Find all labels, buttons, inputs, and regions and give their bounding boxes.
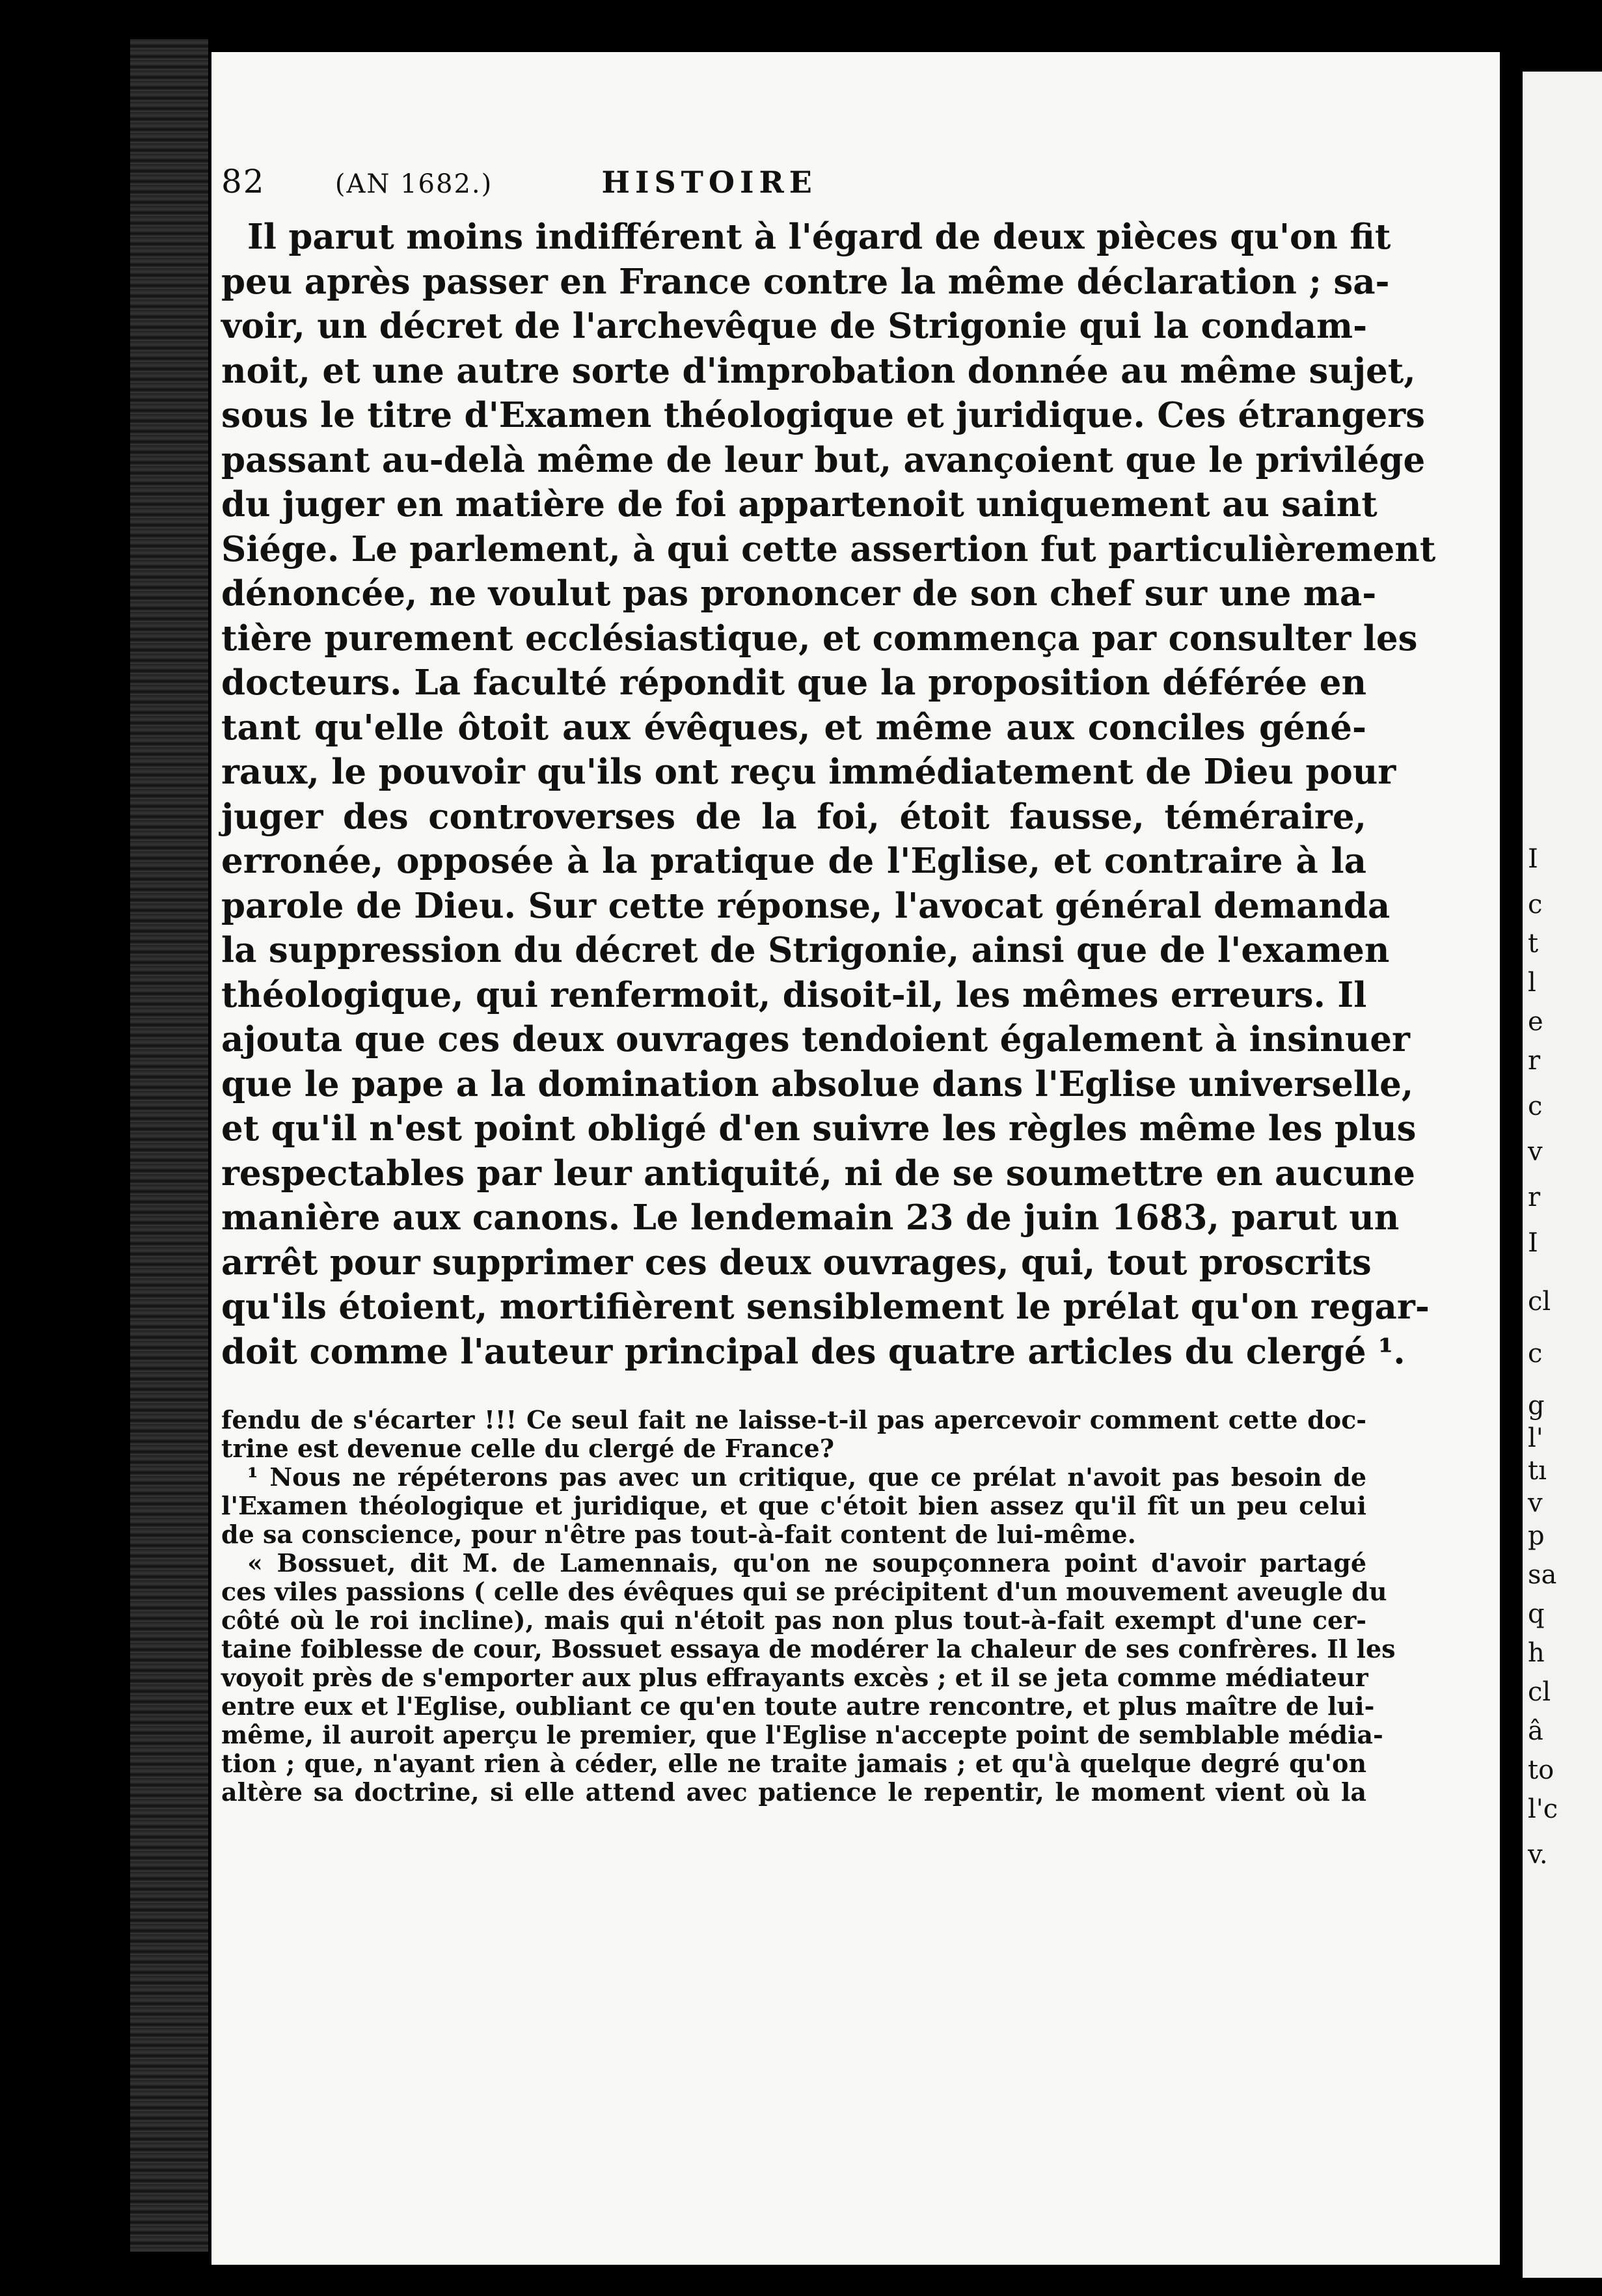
- text-line: que le pape a la domination absolue dans l'Eglise universelle,: [221, 1063, 1414, 1104]
- header-year: (AN 1682.): [334, 169, 493, 199]
- facing-page-letter: v.: [1528, 1840, 1548, 1870]
- facing-page-letter: l'c: [1528, 1794, 1558, 1824]
- facing-page-letter: t: [1528, 929, 1539, 959]
- footnote-line: voyoit près de s'emporter aux plus effrayants excès ; et il se jeta comme médiateur: [221, 1663, 1368, 1692]
- facing-page-letter: g: [1528, 1391, 1545, 1421]
- text-line: doit comme l'auteur principal des quatre articles du clergé ¹.: [221, 1331, 1405, 1372]
- text-line: respectables par leur antiquité, ni de se soumettre en aucune: [221, 1153, 1415, 1194]
- text-line: qu'ils étoient, mortifièrent sensiblement le prélat qu'on regar-: [221, 1287, 1430, 1327]
- running-header: [221, 163, 1002, 200]
- text-line: peu après passer en France contre la même déclaration ; sa-: [221, 261, 1390, 302]
- footnote-line: même, il auroit aperçu le premier, que l'Eglise n'accepte point de semblable média-: [221, 1720, 1383, 1749]
- text-line: ajouta que ces deux ouvrages tendoient également à insinuer: [221, 1019, 1410, 1059]
- facing-page-fragment: [1523, 72, 1602, 2278]
- footnote-line: côté où le roi incline), mais qui n'étoit pas non plus tout-à-fait exempt d'une cer-: [221, 1606, 1366, 1635]
- text-line: manière aux canons. Le lendemain 23 de juin 1683, parut un: [221, 1197, 1400, 1238]
- facing-page-letter: I: [1528, 1228, 1538, 1258]
- facing-page-letter: r: [1528, 1046, 1541, 1076]
- footnote-line: altère sa doctrine, si elle attend avec patience le repentir, le moment vient où la: [221, 1777, 1366, 1807]
- footnote-line: l'Examen théologique et juridique, et que c'étoit bien assez qu'il fît un peu celui: [221, 1491, 1366, 1520]
- facing-page-letter: v: [1528, 1137, 1543, 1167]
- facing-page-letter: c: [1528, 890, 1543, 920]
- facing-page-letter: cl: [1528, 1287, 1551, 1317]
- text-line: voir, un décret de l'archevêque de Strigonie qui la condam-: [221, 306, 1368, 346]
- footnotes: [221, 1405, 1396, 1807]
- facing-page-letter: â: [1528, 1716, 1543, 1746]
- text-line: tière purement ecclésiastique, et commença par consulter les: [221, 618, 1418, 659]
- footnote-line: ces viles passions ( celle des évêques qui se précipitent d'un mouvement aveugle du: [221, 1577, 1387, 1606]
- facing-page-letter: h: [1528, 1638, 1545, 1668]
- footnote-line: tion ; que, n'ayant rien à céder, elle ne traite jamais ; et qu'à quelque degré qu'on: [221, 1749, 1366, 1778]
- main-text: [221, 215, 1436, 1374]
- page-number: 82: [221, 163, 265, 200]
- header-title: HISTOIRE: [601, 165, 817, 200]
- facing-page-letter: v: [1528, 1488, 1543, 1518]
- footnote-line: fendu de s'écarter !!! Ce seul fait ne laisse-t-il pas apercevoir comment cette doc-: [221, 1405, 1366, 1434]
- facing-page-letter: sa: [1528, 1560, 1557, 1590]
- text-line: la suppression du décret de Strigonie, ainsi que de l'examen: [221, 930, 1390, 970]
- footnote-line: trine est devenue celle du clergé de France?: [221, 1434, 834, 1463]
- text-line: tant qu'elle ôtoit aux évêques, et même aux conciles géné-: [221, 707, 1366, 748]
- facing-page-letter: q: [1528, 1599, 1545, 1629]
- text-line: raux, le pouvoir qu'ils ont reçu immédiatement de Dieu pour: [221, 752, 1396, 792]
- text-line: et qu'il n'est point obligé d'en suivre les règles même les plus: [221, 1108, 1417, 1149]
- facing-page-letter: I: [1528, 844, 1538, 874]
- facing-page-letter: r: [1528, 1182, 1541, 1212]
- text-line: Siége. Le parlement, à qui cette assertion fut particulièrement: [221, 528, 1436, 569]
- text-line: théologique, qui renfermoit, disoit-il, les mêmes erreurs. Il: [221, 974, 1367, 1015]
- text-line: dénoncée, ne voulut pas prononcer de son chef sur une ma-: [221, 573, 1377, 614]
- facing-page-letter: l: [1528, 968, 1536, 998]
- text-line: sous le titre d'Examen théologique et juridique. Ces étrangers: [221, 395, 1426, 435]
- facing-page-letter: e: [1528, 1007, 1543, 1037]
- facing-page-letter: c: [1528, 1091, 1543, 1121]
- text-line: du juger en matière de foi appartenoit uniquement au saint: [221, 484, 1378, 525]
- facing-page-letter: p: [1528, 1521, 1545, 1551]
- footnote-line: taine foiblesse de cour, Bossuet essaya de modérer la chaleur de ses confrères. Il les: [221, 1634, 1396, 1663]
- footnote-line: « Bossuet, dit M. de Lamennais, qu'on ne soupçonnera point d'avoir partagé: [247, 1548, 1366, 1578]
- facing-page-letter: tı: [1528, 1456, 1547, 1486]
- footnote-line: ¹ Nous ne répéterons pas avec un critique, que ce prélat n'avoit pas besoin de: [247, 1462, 1366, 1492]
- text-line: juger des controverses de la foi, étoit fausse, téméraire,: [221, 796, 1366, 837]
- facing-page-letter: l': [1528, 1423, 1543, 1453]
- facing-page-letter: to: [1528, 1755, 1554, 1785]
- text-line: erronée, opposée à la pratique de l'Eglise, et contraire à la: [221, 841, 1366, 881]
- footnote-line: de sa conscience, pour n'être pas tout-à-fait content de lui-même.: [221, 1520, 1136, 1549]
- footnote-line: entre eux et l'Eglise, oubliant ce qu'en toute autre rencontre, et plus maître de lui-: [221, 1691, 1375, 1721]
- text-line: arrêt pour supprimer ces deux ouvrages, qui, tout proscrits: [221, 1242, 1372, 1283]
- text-line: noit, et une autre sorte d'improbation donnée au même sujet,: [221, 350, 1416, 391]
- text-line: Il parut moins indifférent à l'égard de deux pièces qu'on fit: [247, 217, 1391, 257]
- facing-page-letter: c: [1528, 1339, 1543, 1369]
- book-binding-edge: [130, 39, 208, 2252]
- text-line: docteurs. La faculté répondit que la proposition déférée en: [221, 663, 1366, 703]
- facing-page-letter: cl: [1528, 1677, 1551, 1707]
- text-line: passant au-delà même de leur but, avançoient que le privilége: [221, 439, 1426, 480]
- text-line: parole de Dieu. Sur cette réponse, l'avocat général demanda: [221, 885, 1391, 926]
